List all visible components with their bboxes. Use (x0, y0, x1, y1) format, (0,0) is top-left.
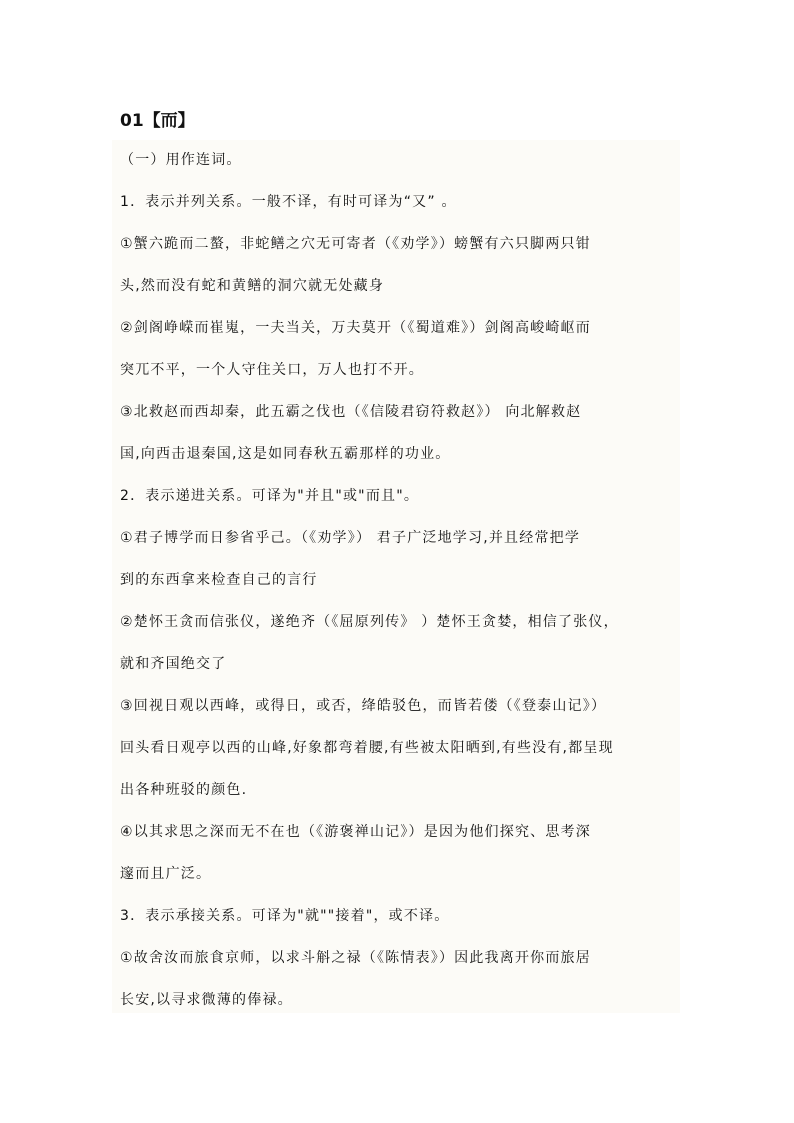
text-line: ①蟹六跪而二螯，非蛇鳝之穴无可寄者（《劝学》）螃蟹有六只脚两只钳 (120, 236, 591, 252)
text-line: ①故舍汝而旅食京师，以求斗斛之禄（《陈情表》）因此我离开你而旅居 (120, 950, 591, 966)
text-line: 2．表示递进关系。可译为"并且"或"而且"。 (120, 488, 420, 504)
text-line: 长安,以寻求微薄的俸禄。 (120, 992, 293, 1008)
text-line: 回头看日观亭以西的山峰,好象都弯着腰,有些被太阳晒到,有些没有,都呈现 (120, 740, 614, 756)
text-line: 出各种班驳的颜色. (120, 782, 248, 798)
text-line: ④以其求思之深而无不在也（《游褒禅山记》）是因为他们探究、思考深 (120, 824, 591, 840)
document-body (112, 140, 680, 1013)
text-line: 1．表示并列关系。一般不译，有时可译为“又” 。 (120, 194, 457, 210)
page-title: 01【而】 (120, 111, 195, 131)
text-line: ②楚怀王贪而信张仪，遂绝齐（《屈原列传》 ）楚怀王贪婪，相信了张仪， (120, 614, 619, 630)
text-line: ①君子博学而日参省乎己。（《劝学》） 君子广泛地学习,并且经常把学 (120, 530, 581, 546)
text-line: ③回视日观以西峰，或得日，或否，绛皓驳色，而皆若偻（《登泰山记》） (120, 698, 607, 714)
text-line: 到的东西拿来检查自己的言行 (120, 572, 318, 588)
text-line: ③北救赵而西却秦，此五霸之伐也（《信陵君窃符救赵》） 向北解救赵 (120, 404, 582, 420)
text-line: 国,向西击退秦国,这是如同春秋五霸那样的功业。 (120, 446, 451, 462)
text-line: 邃而且广泛。 (120, 866, 212, 882)
text-line: 突兀不平，一个人守住关口，万人也打不开。 (120, 362, 424, 378)
section-heading: （一）用作连词。 (120, 152, 242, 168)
text-line: 3．表示承接关系。可译为"就""接着"，或不译。 (120, 908, 450, 924)
text-line: 头,然而没有蛇和黄鳝的洞穴就无处藏身 (120, 278, 385, 294)
text-line: ②剑阁峥嵘而崔嵬，一夫当关，万夫莫开（《蜀道难》）剑阁高峻崎岖而 (120, 320, 591, 336)
text-line: 就和齐国绝交了 (120, 656, 227, 672)
